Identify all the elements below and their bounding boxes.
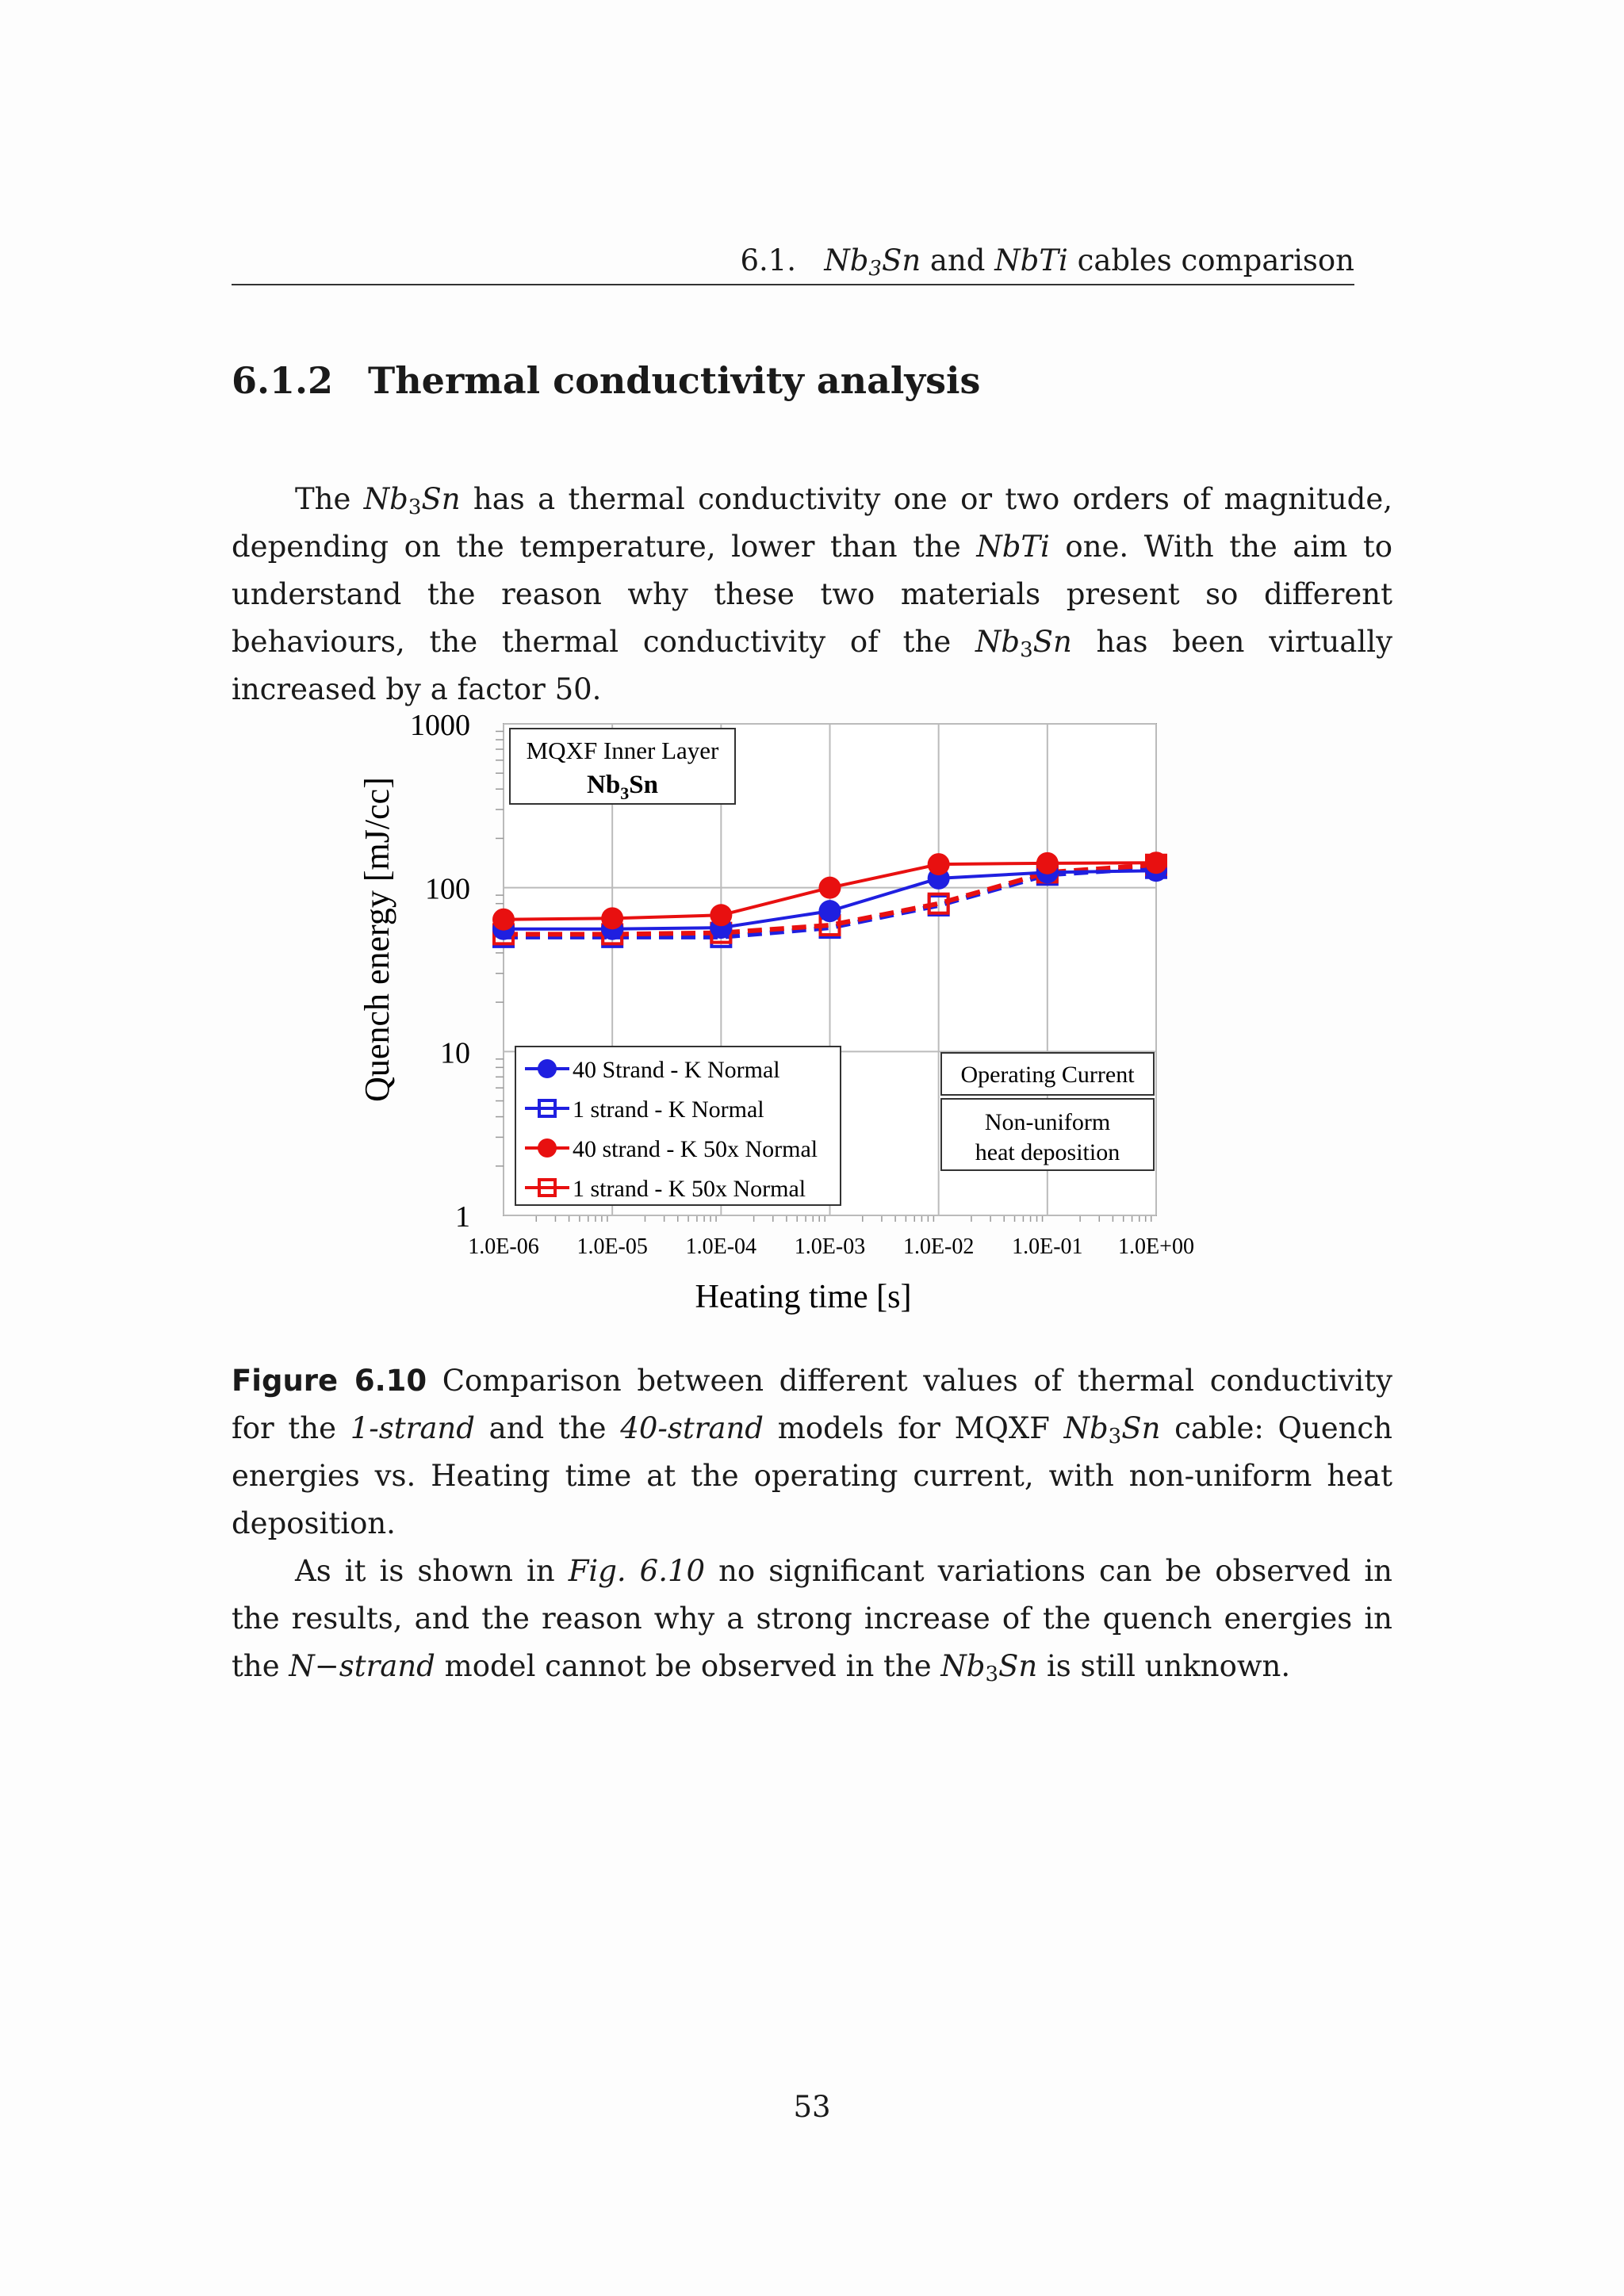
data-point bbox=[538, 1059, 557, 1078]
data-point bbox=[710, 904, 732, 926]
x-tick-label: 1.0E-04 bbox=[685, 1234, 757, 1259]
section-number: 6.1.2 bbox=[232, 359, 334, 402]
annotation-operating-current bbox=[941, 1053, 1154, 1095]
legend-box bbox=[515, 1047, 841, 1205]
data-point bbox=[492, 909, 515, 931]
legend-label: 40 Strand - K Normal bbox=[573, 1057, 780, 1083]
annotation-heat-deposition bbox=[941, 1099, 1154, 1170]
data-point bbox=[601, 907, 623, 929]
legend-label: 1 strand - K 50x Normal bbox=[573, 1176, 806, 1202]
data-point bbox=[819, 900, 841, 922]
data-point bbox=[538, 1138, 557, 1158]
chart-subtitle: $Nb_3Sn$ bbox=[587, 771, 658, 803]
y-tick-label: 10 bbox=[440, 1036, 470, 1070]
figure-caption: Figure 6.10 Comparison between different values of thermal conductivity for the 1-strand and the 40-strand models for MQXF $Nb_3Sn$ cable: Quench energies vs. Heating time at the operating current, with non-uniform heat deposition. bbox=[232, 1364, 1392, 1540]
y-axis-label: Quench energy [mJ/cc] bbox=[358, 777, 396, 1102]
data-point bbox=[928, 853, 950, 875]
x-tick-label: 1.0E-06 bbox=[468, 1234, 539, 1259]
x-axis-label: Heating time [s] bbox=[695, 1279, 912, 1315]
x-tick-label: 1.0E-05 bbox=[576, 1234, 648, 1259]
paragraph-intro: The $Nb_3Sn$ has a thermal conductivity one or two orders of magnitude, depending on the temperature, lower than the NbTi one. With the aim to understand the reason why these two materials present so different behaviours, the thermal conductivity of the $Nb_3Sn$ has been virtually increased by a factor 50. bbox=[232, 482, 1393, 706]
legend-label: 40 strand - K 50x Normal bbox=[573, 1136, 818, 1162]
data-point bbox=[819, 877, 841, 899]
y-tick-label: 1 bbox=[455, 1200, 470, 1234]
y-tick-label: 100 bbox=[425, 872, 470, 906]
title-box bbox=[510, 729, 735, 804]
annotation-heat-deposition-line1: Non-uniform bbox=[984, 1109, 1111, 1135]
figure-label: Figure 6.10 bbox=[232, 1364, 427, 1398]
y-tick-label: 1000 bbox=[410, 709, 470, 742]
chart-title: MQXF Inner Layer bbox=[526, 737, 719, 764]
page-number: 53 bbox=[793, 2090, 831, 2124]
x-tick-label: 1.0E-03 bbox=[794, 1234, 866, 1259]
annotation-heat-deposition-line2: heat deposition bbox=[975, 1139, 1120, 1165]
x-tick-label: 1.0E-02 bbox=[902, 1234, 975, 1259]
quench-energy-chart bbox=[349, 698, 1245, 1332]
paragraph-discussion: As it is shown in Fig. 6.10 no significant variations can be observed in the results, and the reason why a strong increase of the quench energies in the N−strand model cannot be observed in the $Nb_3Sn$ is still unknown. bbox=[232, 1554, 1392, 1686]
legend-label: 1 strand - K Normal bbox=[573, 1096, 764, 1123]
data-point bbox=[1036, 852, 1059, 874]
annotation-operating-current-text: Operating Current bbox=[960, 1062, 1135, 1088]
data-point bbox=[1145, 851, 1167, 874]
section-heading bbox=[232, 349, 980, 412]
x-tick-label: 1.0E-01 bbox=[1012, 1234, 1083, 1259]
section-title: Thermal conductivity analysis bbox=[368, 359, 981, 402]
running-header: 6.1. $Nb_3Sn$ and NbTi cables comparison bbox=[232, 238, 1354, 285]
x-tick-label: 1.0E+00 bbox=[1118, 1234, 1194, 1259]
